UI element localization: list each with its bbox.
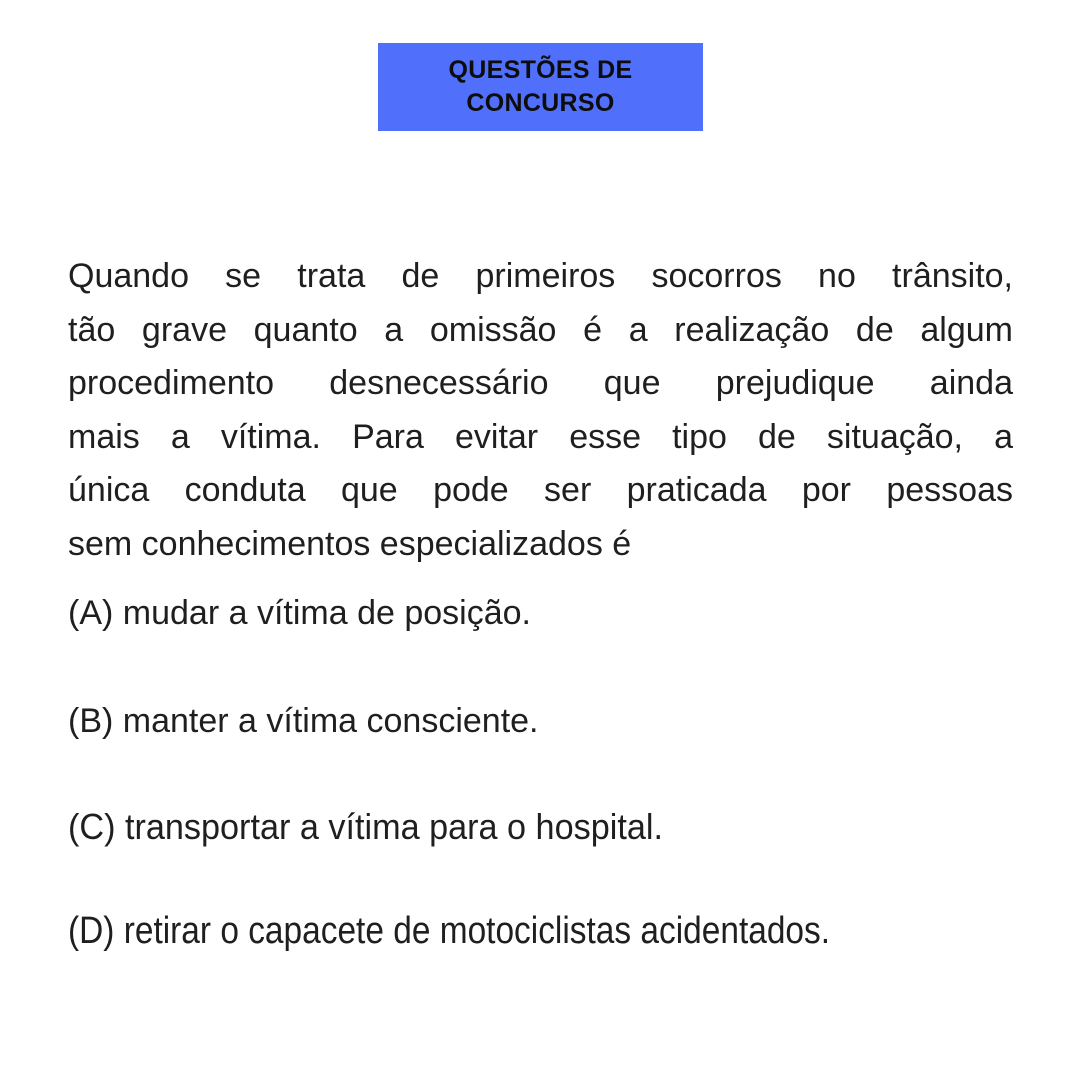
question-line: sem conhecimentos especializados é <box>68 524 632 563</box>
badge-title-line-2: CONCURSO <box>466 89 615 117</box>
question-text <box>68 250 1013 571</box>
option-a[interactable] <box>68 590 531 636</box>
badge-title-line-1: QUESTÕES DE <box>448 56 633 84</box>
question-line: mais a vítima. Para evitar esse tipo de situação, a <box>68 417 1013 456</box>
option-c-label: (C) transportar a vítima para o hospital. <box>68 806 663 847</box>
question-line: Quando se trata de primeiros socorros no trânsito, <box>68 257 1013 295</box>
option-a-label: (A) mudar a vítima de posição. <box>68 594 531 632</box>
header-badge <box>378 43 703 131</box>
option-d[interactable] <box>68 908 934 955</box>
question-line: tão grave quanto a omissão é a realização de algum <box>68 310 1013 349</box>
option-b[interactable] <box>68 698 539 744</box>
option-c[interactable] <box>68 804 694 851</box>
question-line: procedimento desnecessário que prejudique ainda <box>68 364 1013 402</box>
question-line: única conduta que pode ser praticada por pessoas <box>68 471 1013 509</box>
option-b-label: (B) manter a vítima consciente. <box>68 702 539 740</box>
option-d-label: (D) retirar o capacete de motociclistas acidentados. <box>68 910 831 952</box>
